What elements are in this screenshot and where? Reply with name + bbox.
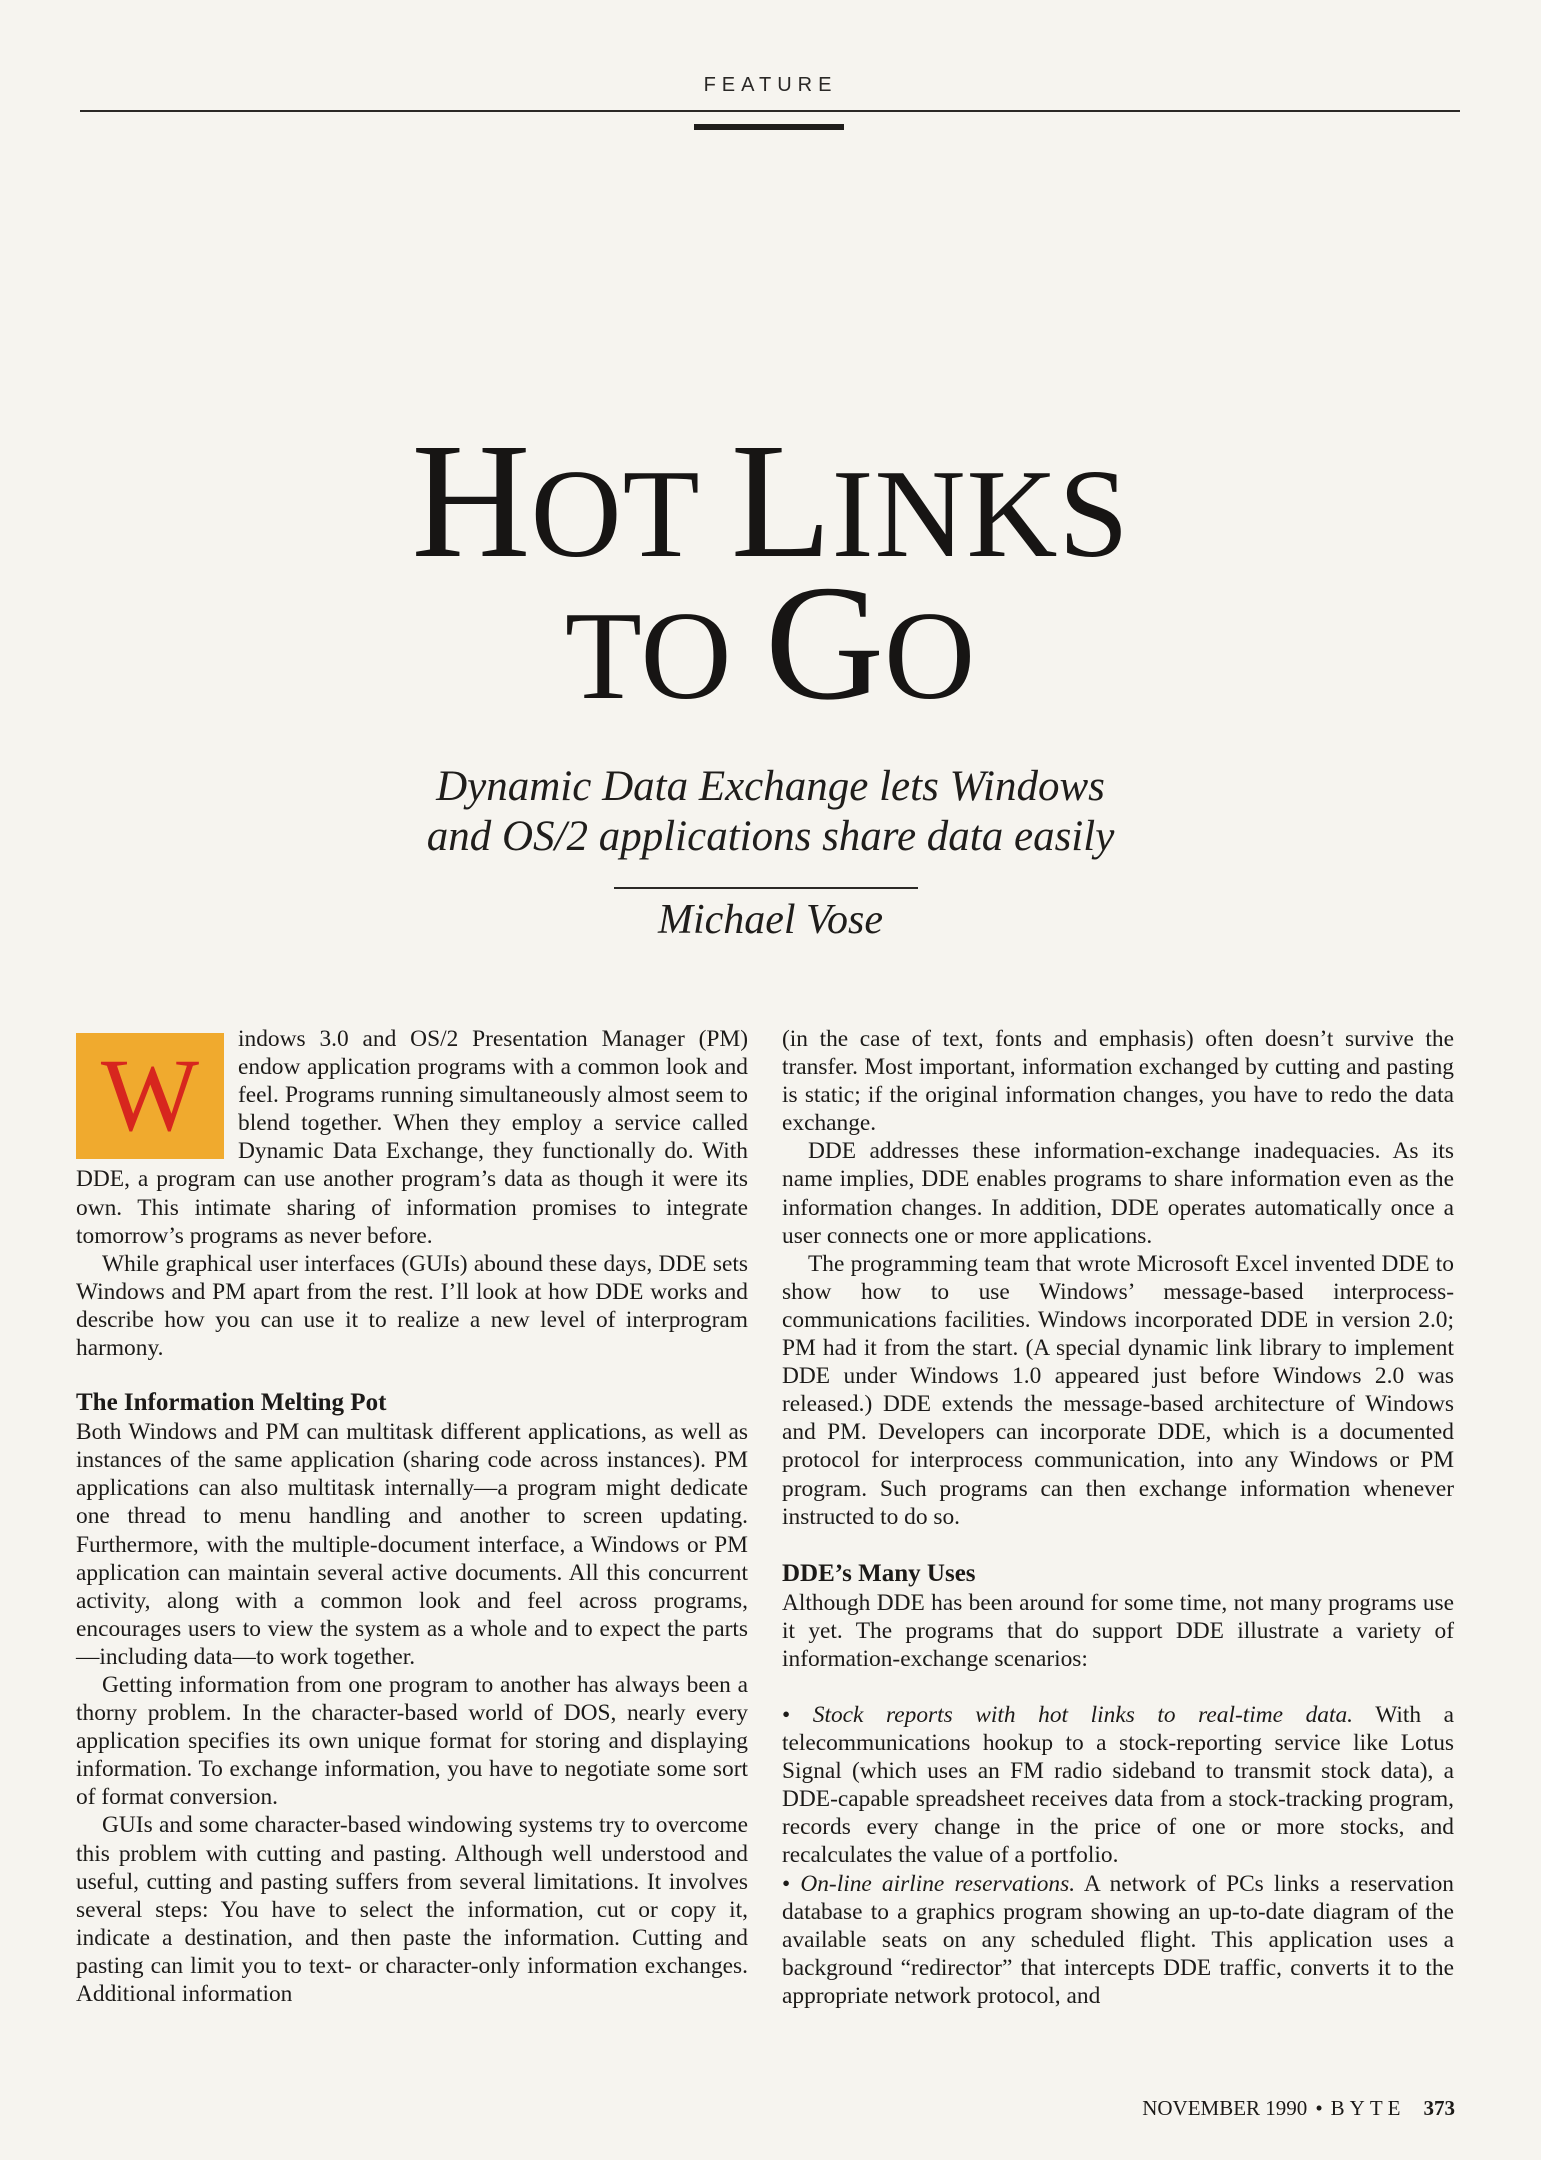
title-cap: H xyxy=(411,409,531,592)
article-column-right xyxy=(782,1025,1454,2010)
byline-rule xyxy=(614,887,918,889)
header-accent-rule xyxy=(694,124,844,130)
section-label: FEATURE xyxy=(703,74,838,96)
paragraph: GUIs and some character-based windowing systems try to overcome this problem with cutting and pasting. Although well understood and useful, cutting and pasting suffers from several limitations. It involves several steps: You have to select the information, cut or copy it, indicate a destination, and then paste the information. Cutting and pasting can limit you to text- or character-only information exchanges. Additional information xyxy=(76,1812,748,2007)
paragraph: Getting information from one program to another has always been a thorny problem. In the character-based world of DOS, nearly every application specifies its own unique format for storing and displaying information. To exchange information, you have to negotiate some sort of format conversion. xyxy=(76,1671,748,1811)
paragraph: Both Windows and PM can multitask different applications, as well as instances of the same application (sharing code across instances). PM applications can also multitask internally—a program might dedicate one thread to menu handling and another to screen updating. Furthermore, with the multiple-document interface, a Windows or PM application can maintain several active documents. All this concurrent activity, along with a common look and feel across programs, encourages users to view the system as a whole and to expect the parts—including data—to work together. xyxy=(76,1419,748,1670)
title-smallcaps: INKS xyxy=(831,445,1130,584)
bullet-item xyxy=(782,1870,1454,2010)
subtitle xyxy=(0,762,1541,862)
paragraph: Although DDE has been around for some time, not many programs use it yet. The programs that do support DDE illustrate a variety of information-exchange scenarios: xyxy=(782,1589,1454,1672)
paragraph: (in the case of text, fonts and emphasis) often doesn’t survive the transfer. Most important, information exchanged by cutting and pasting is static; if the original information changes, you have to redo the data exchange. xyxy=(782,1026,1454,1137)
bullet-mark: • xyxy=(782,1701,791,1728)
title-smallcaps: TO xyxy=(564,587,765,726)
paragraph: DDE addresses these information-exchange inadequacies. As its name implies, DDE enables programs to share information even as the information changes. In addition, DDE operates automatically once a user connects one or more applications. xyxy=(782,1138,1454,1249)
paragraph: indows 3.0 and OS/2 Presentation Manager (PM) endow application programs with a common look and feel. Programs running simultaneously almost seem to blend together. When they employ a service called Dynamic Data Exchange, they functionally do. With DDE, a program can use another program’s data as though it were its own. This intimate sharing of information promises to integrate tomorrow’s programs as never before. xyxy=(76,1026,748,1249)
page-footer xyxy=(1142,2096,1455,2121)
title-cap: L xyxy=(730,409,832,592)
paragraph: The programming team that wrote Microsoft Excel invented DDE to show how to use Windows’ message-based interprocess-communications facilities. Windows incorporated DDE in version 2.0; PM had it from the start. (A special dynamic link library to implement DDE under Windows 1.0 appeared just before Windows 2.0 was released.) DDE extends the message-based architecture of Windows and PM. Developers can incorporate DDE, which is a documented protocol for interprocess communication, into any Windows or PM program. Such programs can then exchange information whenever instructed to do so. xyxy=(782,1250,1454,1530)
article-column-left xyxy=(76,1025,748,2008)
author-byline: Michael Vose xyxy=(657,897,884,943)
subtitle-line-2: and OS/2 applications share data easily xyxy=(426,813,1115,860)
bullet-text: With a telecommunications hookup to a stock-reporting service like Lotus Signal (which uses an FM radio sideband to transmit stock data), a DDE-capable spreadsheet receives data from a stock-tracking program, records every change in the price of one or more stocks, and recalculates the value of a portfolio. xyxy=(782,1701,1454,1869)
magazine-name: BYTE xyxy=(1330,2096,1406,2120)
bullet-lead: Stock reports with hot links to real-time data. xyxy=(812,1701,1354,1728)
bullet-lead: On-line airline reservations. xyxy=(800,1870,1076,1897)
subtitle-line-1: Dynamic Data Exchange lets Windows xyxy=(436,763,1105,810)
footer-separator: • xyxy=(1315,2096,1323,2120)
issue-date: NOVEMBER 1990 xyxy=(1142,2096,1308,2120)
bullet-mark: • xyxy=(782,1870,791,1897)
section-heading: The Information Melting Pot xyxy=(76,1389,387,1417)
title-smallcaps: O xyxy=(884,587,977,726)
page-number: 373 xyxy=(1423,2096,1455,2120)
bullet-text: A network of PCs links a reservation database to a graphics program showing an up-to-date diagram of the available seats on any scheduled flight. This application uses a background “redirector” that intercepts DDE traffic, converts it to the appropriate network protocol, and xyxy=(782,1870,1454,2009)
section-heading: DDE’s Many Uses xyxy=(782,1559,976,1587)
title-line-2 xyxy=(0,551,1541,734)
spacer xyxy=(782,1673,1454,1701)
paragraph: While graphical user interfaces (GUIs) abound these days, DDE sets Windows and PM apart from the rest. I’ll look at how DDE works and describe how you can use it to realize a new level of interprogram harmony. xyxy=(76,1250,748,1362)
drop-cap: W xyxy=(76,1033,224,1159)
header-rule xyxy=(80,110,1460,112)
title-smallcaps: OT xyxy=(530,445,731,584)
bullet-item xyxy=(782,1701,1454,1870)
title-cap: G xyxy=(765,551,885,734)
